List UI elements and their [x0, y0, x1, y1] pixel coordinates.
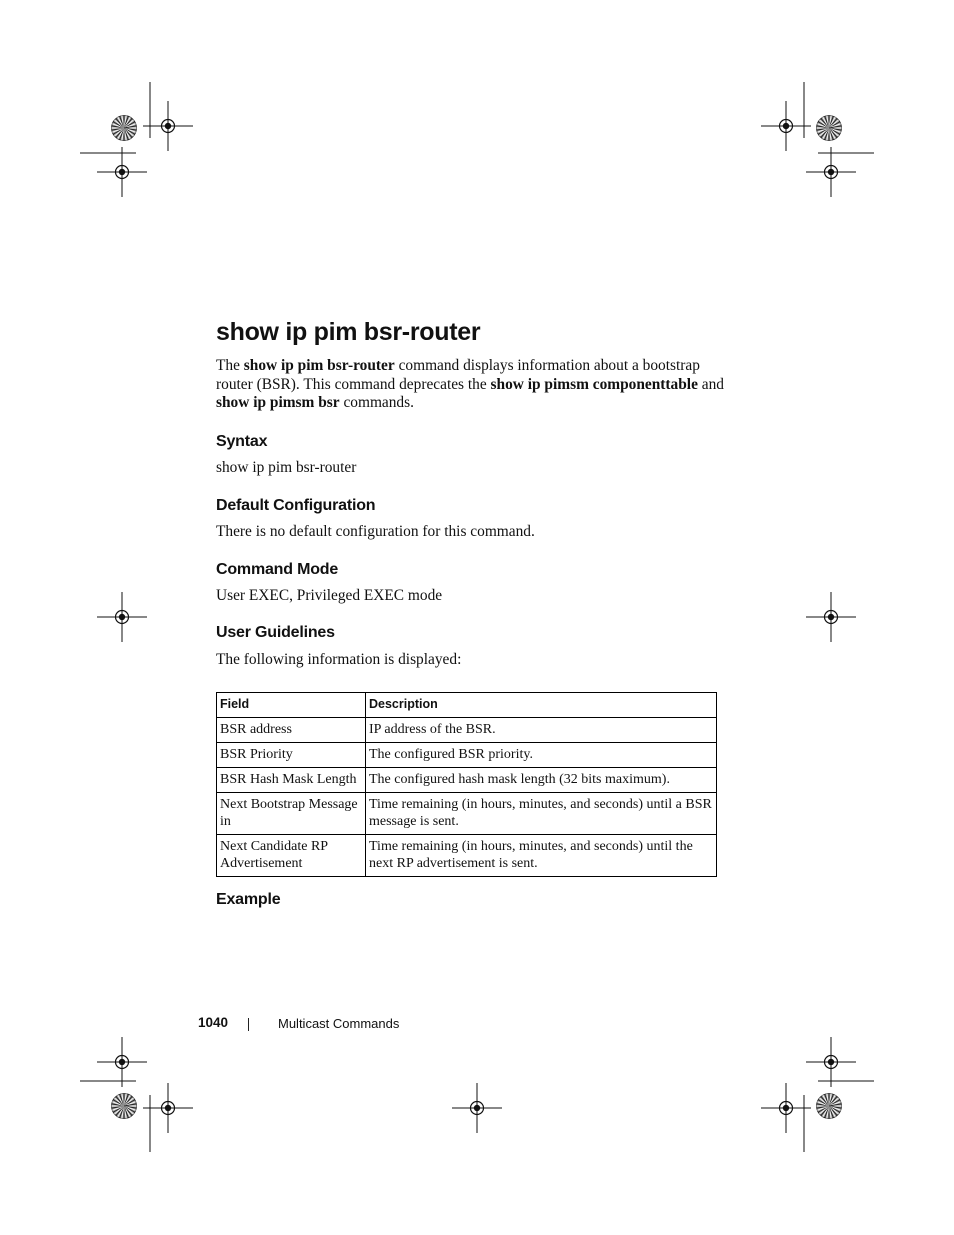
- fields-table: [216, 692, 717, 877]
- starburst-target-icon: [817, 1094, 842, 1119]
- table-row: [217, 743, 717, 768]
- registration-target-icon: [97, 147, 147, 197]
- registration-target-icon: [97, 592, 147, 642]
- user-guidelines-body: The following information is displayed:: [216, 651, 462, 668]
- default-config-heading: Default Configuration: [216, 497, 376, 514]
- description-cell: The configured hash mask length (32 bits maximum).: [366, 768, 717, 793]
- description-cell: IP address of the BSR.: [366, 718, 717, 743]
- field-cell: BSR Hash Mask Length: [217, 768, 366, 793]
- registration-target-icon: [806, 147, 856, 197]
- starburst-target-icon: [817, 116, 842, 141]
- example-heading: Example: [216, 891, 281, 908]
- field-cell: BSR address: [217, 718, 366, 743]
- intro-command: show ip pimsm componenttable: [490, 375, 698, 393]
- command-mode-body: User EXEC, Privileged EXEC mode: [216, 587, 443, 604]
- starburst-target-icon: [112, 1094, 137, 1119]
- field-cell: Next Bootstrap Message in: [217, 793, 366, 835]
- registration-target-icon: [806, 1037, 856, 1087]
- user-guidelines-heading: User Guidelines: [216, 624, 335, 641]
- starburst-target-icon: [112, 116, 137, 141]
- description-cell: Time remaining (in hours, minutes, and seconds) until the next RP advertisement is sent.: [366, 835, 717, 877]
- page-title: show ip pim bsr-router: [216, 318, 481, 346]
- description-cell: Time remaining (in hours, minutes, and seconds) until a BSR message is sent.: [366, 793, 717, 835]
- footer-divider: [248, 1018, 249, 1031]
- table-row: [217, 793, 717, 835]
- default-config-body: There is no default configuration for this command.: [216, 523, 535, 540]
- intro-paragraph: [216, 357, 726, 413]
- registration-target-icon: [806, 592, 856, 642]
- registration-target-icon: [97, 1037, 147, 1087]
- intro-text: The: [216, 357, 244, 374]
- intro-command: show ip pim bsr-router: [243, 357, 395, 374]
- column-header: Field: [217, 693, 366, 718]
- table-row: [217, 835, 717, 877]
- command-mode-heading: Command Mode: [216, 561, 339, 578]
- table-header-row: [217, 693, 717, 718]
- intro-text: and: [697, 375, 724, 393]
- chapter-title: Multicast Commands: [278, 1016, 400, 1031]
- syntax-heading: Syntax: [216, 433, 268, 450]
- page-number: 1040: [198, 1015, 229, 1030]
- table-row: [217, 718, 717, 743]
- field-cell: BSR Priority: [217, 743, 366, 768]
- field-cell: Next Candidate RP Advertisement: [217, 835, 366, 877]
- intro-command: show ip pimsm bsr: [216, 394, 340, 412]
- intro-text: commands.: [339, 394, 414, 412]
- column-header: Description: [366, 693, 717, 718]
- description-cell: The configured BSR priority.: [366, 743, 717, 768]
- registration-target-icon: [452, 1083, 502, 1133]
- syntax-body: show ip pim bsr-router: [216, 459, 357, 476]
- table-row: [217, 768, 717, 793]
- intro-text: command displays information about a bootstrap router (BSR). This command deprecates the: [216, 357, 700, 393]
